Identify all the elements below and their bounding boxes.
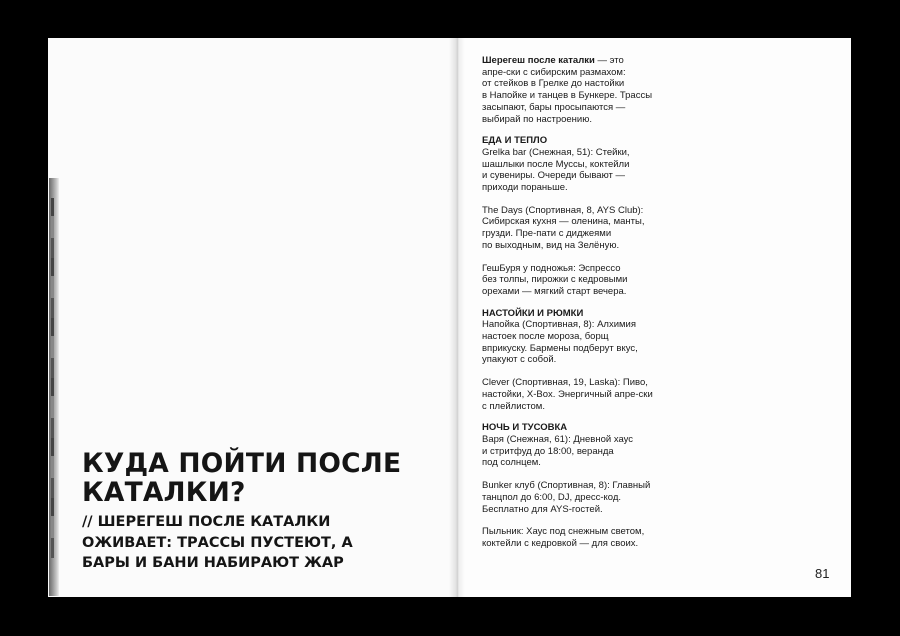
- entry-bunker: Bunker клуб (Спортивная, 8): Главный танцпол до 6:00, DJ, дресс-код. Бесплатно для AYS-гостей.: [482, 480, 651, 515]
- page-number: 81: [815, 566, 830, 581]
- intro-text: — это апре-ски с сибирским размахом: от стейков в Грелке до настойки в Напойке и танцев в Бункере. Трассы засыпают, бары просыпаются — выбирай по настроению.: [482, 55, 653, 125]
- entry-geshburya: ГешБуря у подножья: Эспрессо без толпы, пирожки с кедровыми орехами — мягкий старт вечера.: [482, 262, 628, 297]
- entry-varya: Варя (Снежная, 61): Дневной хаус и стритфуд до 18:00, веранда под солнцем.: [482, 433, 634, 469]
- section-title-night: НОЧЬ И ТУСОВКА: [482, 422, 568, 434]
- intro-bold: Шерегеш после каталки: [482, 55, 595, 66]
- entry-pylnik: Пыльник: Хаус под снежным светом, коктейли с кедровкой — для своих.: [482, 526, 645, 549]
- section-title-food: ЕДА И ТЕПЛО: [482, 135, 548, 147]
- entry-grelka: Grelka bar (Снежная, 51): Стейки, шашлыки после Муссы, коктейли и сувениры. Очереди бывают — приходи пораньше.: [482, 146, 630, 194]
- subheadline: // ШЕРЕГЕШ ПОСЛЕ КАТАЛКИ ОЖИВАЕТ: ТРАССЫ ПУСТЕЮТ, А БАРЫ И БАНИ НАБИРАЮТ ЖАР: [82, 514, 353, 571]
- photo-strip-edge: [49, 178, 59, 596]
- entry-napoika: Напойка (Спортивная, 8): Алхимия настоек после мороза, борщ вприкуску. Бармены подберут вкус, упакуют с собой.: [482, 319, 638, 366]
- headline: КУДА ПОЙТИ ПОСЛЕ КАТАЛКИ?: [82, 448, 402, 508]
- section-title-drinks: НАСТОЙКИ И РЮМКИ: [482, 307, 584, 319]
- article-column: [482, 55, 682, 550]
- page-gutter: [449, 38, 465, 597]
- entry-the-days: The Days (Спортивная, 8, AYS Club): Сибирская кухня — оленина, манты, грузди. Пре-пати с диджеями по выходным, вид на Зелёную.: [482, 204, 645, 251]
- entry-clever: Clever (Спортивная, 19, Laska): Пиво, настойки, X-Box. Энергичный апре-ски с плейлистом.: [482, 377, 653, 412]
- intro-paragraph: [482, 55, 682, 125]
